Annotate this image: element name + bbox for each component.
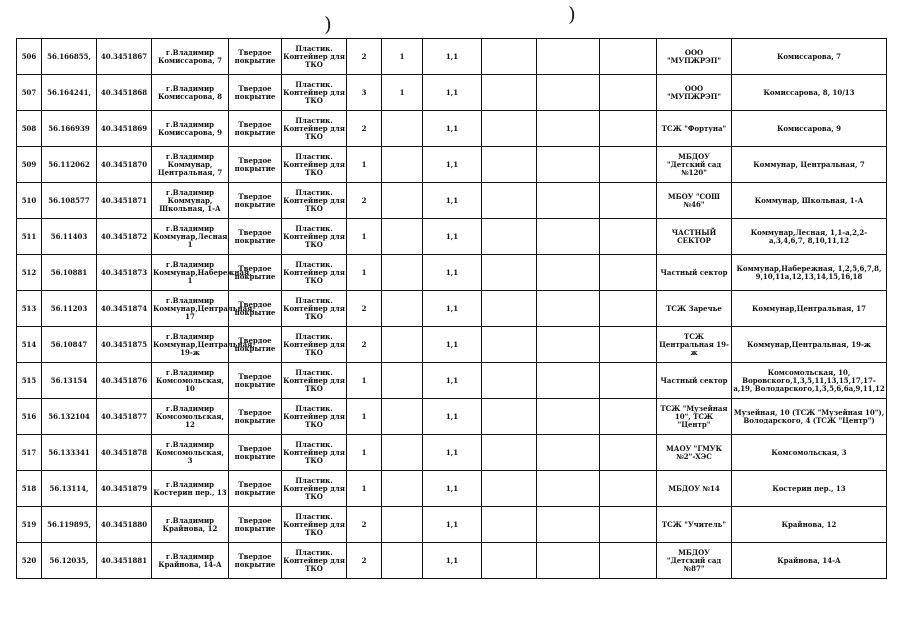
container-count-extra-cell bbox=[382, 471, 423, 507]
site-owner-cell: ТСЖ Заречье bbox=[657, 291, 732, 327]
container-count-cell: 3 bbox=[347, 75, 382, 111]
blank-column-2-cell bbox=[537, 255, 600, 291]
latitude-cell: 56.112062 bbox=[42, 147, 97, 183]
surface-type-cell: Твердое покрытие bbox=[229, 39, 282, 75]
site-address-cell: г.Владимир Крайнова, 12 bbox=[152, 507, 229, 543]
blank-column-2-cell bbox=[537, 543, 600, 579]
container-volume-cell: 1,1 bbox=[423, 219, 482, 255]
blank-column-3-cell bbox=[600, 471, 657, 507]
site-owner-cell: МБДОУ "Детский сад №87" bbox=[657, 543, 732, 579]
blank-column-2-cell bbox=[537, 39, 600, 75]
blank-column-1-cell bbox=[482, 507, 537, 543]
blank-column-2-cell bbox=[537, 399, 600, 435]
container-count-extra-cell bbox=[382, 111, 423, 147]
site-address-cell: г.Владимир Комиссарова, 7 bbox=[152, 39, 229, 75]
latitude-cell: 56.10881 bbox=[42, 255, 97, 291]
container-type-cell: Пластик. Контейнер для ТКО bbox=[282, 435, 347, 471]
site-owner-cell: ЧАСТНЫЙ СЕКТОР bbox=[657, 219, 732, 255]
scan-mark-right: ) bbox=[568, 2, 576, 26]
blank-column-3-cell bbox=[600, 111, 657, 147]
surface-type-cell: Твердое покрытие bbox=[229, 219, 282, 255]
container-volume-cell: 1,1 bbox=[423, 471, 482, 507]
site-address-cell: г.Владимир Коммунар,Центральная, 19-ж bbox=[152, 327, 229, 363]
waste-source-cell: Комиссарова, 7 bbox=[732, 39, 887, 75]
row-number-cell: 518 bbox=[17, 471, 42, 507]
latitude-cell: 56.108577 bbox=[42, 183, 97, 219]
table-row bbox=[17, 399, 887, 435]
blank-column-3-cell bbox=[600, 147, 657, 183]
container-count-cell: 2 bbox=[347, 183, 382, 219]
blank-column-3-cell bbox=[600, 435, 657, 471]
latitude-cell: 56.164241, bbox=[42, 75, 97, 111]
blank-column-1-cell bbox=[482, 363, 537, 399]
container-count-cell: 1 bbox=[347, 435, 382, 471]
container-count-extra-cell bbox=[382, 147, 423, 183]
table-row bbox=[17, 147, 887, 183]
blank-column-3-cell bbox=[600, 327, 657, 363]
container-count-extra-cell bbox=[382, 219, 423, 255]
row-number-cell: 514 bbox=[17, 327, 42, 363]
waste-source-cell: Костерин пер., 13 bbox=[732, 471, 887, 507]
container-count-cell: 1 bbox=[347, 363, 382, 399]
container-volume-cell: 1,1 bbox=[423, 291, 482, 327]
row-number-cell: 519 bbox=[17, 507, 42, 543]
row-number-cell: 506 bbox=[17, 39, 42, 75]
container-count-cell: 2 bbox=[347, 327, 382, 363]
container-type-cell: Пластик. Контейнер для ТКО bbox=[282, 255, 347, 291]
blank-column-2-cell bbox=[537, 327, 600, 363]
site-owner-cell: ООО "МУПЖРЭП" bbox=[657, 75, 732, 111]
container-volume-cell: 1,1 bbox=[423, 543, 482, 579]
table-row bbox=[17, 507, 887, 543]
site-address-cell: г.Владимир Коммунар,Лесная, 1 bbox=[152, 219, 229, 255]
blank-column-1-cell bbox=[482, 147, 537, 183]
surface-type-cell: Твердое покрытие bbox=[229, 399, 282, 435]
site-owner-cell: Частный сектор bbox=[657, 255, 732, 291]
surface-type-cell: Твердое покрытие bbox=[229, 255, 282, 291]
table-row bbox=[17, 255, 887, 291]
container-count-extra-cell bbox=[382, 363, 423, 399]
container-count-extra-cell: 1 bbox=[382, 39, 423, 75]
container-count-extra-cell bbox=[382, 435, 423, 471]
waste-source-cell: Крайнова, 12 bbox=[732, 507, 887, 543]
row-number-cell: 513 bbox=[17, 291, 42, 327]
blank-column-3-cell bbox=[600, 219, 657, 255]
container-volume-cell: 1,1 bbox=[423, 111, 482, 147]
longitude-cell: 40.3451870 bbox=[97, 147, 152, 183]
container-count-extra-cell bbox=[382, 255, 423, 291]
waste-source-cell: Коммунар,Набережная, 1,2,5,6,7,8, 9,10,11а,12,13,14,15,16,18 bbox=[732, 255, 887, 291]
longitude-cell: 40.3451872 bbox=[97, 219, 152, 255]
table-row bbox=[17, 219, 887, 255]
blank-column-3-cell bbox=[600, 255, 657, 291]
site-owner-cell: ООО "МУПЖРЭП" bbox=[657, 39, 732, 75]
site-address-cell: г.Владимир Коммунар, Центральная, 7 bbox=[152, 147, 229, 183]
latitude-cell: 56.166939 bbox=[42, 111, 97, 147]
surface-type-cell: Твердое покрытие bbox=[229, 507, 282, 543]
container-count-extra-cell bbox=[382, 291, 423, 327]
container-volume-cell: 1,1 bbox=[423, 39, 482, 75]
container-count-extra-cell bbox=[382, 399, 423, 435]
longitude-cell: 40.3451869 bbox=[97, 111, 152, 147]
site-address-cell: г.Владимир Коммунар, Школьная, 1-А bbox=[152, 183, 229, 219]
container-volume-cell: 1,1 bbox=[423, 507, 482, 543]
table-row bbox=[17, 39, 887, 75]
blank-column-3-cell bbox=[600, 75, 657, 111]
site-owner-cell: ТСЖ "Фортуна" bbox=[657, 111, 732, 147]
latitude-cell: 56.166855, bbox=[42, 39, 97, 75]
container-type-cell: Пластик. Контейнер для ТКО bbox=[282, 327, 347, 363]
blank-column-1-cell bbox=[482, 399, 537, 435]
container-count-cell: 1 bbox=[347, 471, 382, 507]
waste-source-cell: Комиссарова, 9 bbox=[732, 111, 887, 147]
site-owner-cell: ТСЖ "Учитель" bbox=[657, 507, 732, 543]
scan-mark-left: ) bbox=[324, 12, 332, 36]
latitude-cell: 56.119895, bbox=[42, 507, 97, 543]
row-number-cell: 507 bbox=[17, 75, 42, 111]
blank-column-1-cell bbox=[482, 111, 537, 147]
row-number-cell: 515 bbox=[17, 363, 42, 399]
container-count-extra-cell: 1 bbox=[382, 75, 423, 111]
container-type-cell: Пластик. Контейнер для ТКО bbox=[282, 543, 347, 579]
container-type-cell: Пластик. Контейнер для ТКО bbox=[282, 363, 347, 399]
table-row bbox=[17, 183, 887, 219]
longitude-cell: 40.3451880 bbox=[97, 507, 152, 543]
table-row bbox=[17, 75, 887, 111]
container-count-cell: 2 bbox=[347, 39, 382, 75]
blank-column-2-cell bbox=[537, 219, 600, 255]
waste-source-cell: Комиссарова, 8, 10/13 bbox=[732, 75, 887, 111]
blank-column-2-cell bbox=[537, 291, 600, 327]
waste-source-cell: Коммунар,Лесная, 1,1-а,2,2-а,3,4,6,7, 8,10,11,12 bbox=[732, 219, 887, 255]
site-owner-cell: МБДОУ "Детский сад №120" bbox=[657, 147, 732, 183]
blank-column-3-cell bbox=[600, 291, 657, 327]
longitude-cell: 40.3451876 bbox=[97, 363, 152, 399]
table-row bbox=[17, 363, 887, 399]
site-address-cell: г.Владимир Комсомольская, 10 bbox=[152, 363, 229, 399]
blank-column-3-cell bbox=[600, 507, 657, 543]
container-type-cell: Пластик. Контейнер для ТКО bbox=[282, 399, 347, 435]
blank-column-2-cell bbox=[537, 111, 600, 147]
waste-source-cell: Комсомольская, 3 bbox=[732, 435, 887, 471]
row-number-cell: 520 bbox=[17, 543, 42, 579]
blank-column-1-cell bbox=[482, 219, 537, 255]
latitude-cell: 56.12035, bbox=[42, 543, 97, 579]
container-volume-cell: 1,1 bbox=[423, 435, 482, 471]
container-type-cell: Пластик. Контейнер для ТКО bbox=[282, 147, 347, 183]
container-volume-cell: 1,1 bbox=[423, 147, 482, 183]
row-number-cell: 509 bbox=[17, 147, 42, 183]
surface-type-cell: Твердое покрытие bbox=[229, 183, 282, 219]
container-count-cell: 1 bbox=[347, 399, 382, 435]
blank-column-2-cell bbox=[537, 183, 600, 219]
container-type-cell: Пластик. Контейнер для ТКО bbox=[282, 39, 347, 75]
container-count-cell: 2 bbox=[347, 507, 382, 543]
site-owner-cell: Частный сектор bbox=[657, 363, 732, 399]
site-address-cell: г.Владимир Коммунар,Набережная, 1 bbox=[152, 255, 229, 291]
blank-column-1-cell bbox=[482, 39, 537, 75]
container-type-cell: Пластик. Контейнер для ТКО bbox=[282, 75, 347, 111]
waste-source-cell: Коммунар,Центральная, 19-ж bbox=[732, 327, 887, 363]
container-type-cell: Пластик. Контейнер для ТКО bbox=[282, 219, 347, 255]
table-row bbox=[17, 435, 887, 471]
table-row bbox=[17, 111, 887, 147]
container-count-cell: 1 bbox=[347, 255, 382, 291]
blank-column-3-cell bbox=[600, 363, 657, 399]
waste-source-cell: Комсомольская, 10, Воровского,1,3,5,11,13,15,17,17-а,19, Володарского,1,3,5,6,6а,9,11,12 bbox=[732, 363, 887, 399]
blank-column-1-cell bbox=[482, 291, 537, 327]
site-address-cell: г.Владимир Костерин пер., 13 bbox=[152, 471, 229, 507]
blank-column-1-cell bbox=[482, 543, 537, 579]
waste-sites-table bbox=[16, 38, 887, 579]
blank-column-3-cell bbox=[600, 39, 657, 75]
site-owner-cell: ТСЖ "Музейная 10", ТСЖ "Центр" bbox=[657, 399, 732, 435]
longitude-cell: 40.3451868 bbox=[97, 75, 152, 111]
waste-source-cell: Музейная, 10 (ТСЖ "Музейная 10"), Володарского, 4 (ТСЖ "Центр") bbox=[732, 399, 887, 435]
surface-type-cell: Твердое покрытие bbox=[229, 327, 282, 363]
blank-column-2-cell bbox=[537, 471, 600, 507]
container-count-cell: 1 bbox=[347, 219, 382, 255]
surface-type-cell: Твердое покрытие bbox=[229, 543, 282, 579]
site-address-cell: г.Владимир Комсомольская, 12 bbox=[152, 399, 229, 435]
container-count-cell: 1 bbox=[347, 147, 382, 183]
container-count-extra-cell bbox=[382, 327, 423, 363]
row-number-cell: 510 bbox=[17, 183, 42, 219]
surface-type-cell: Твердое покрытие bbox=[229, 363, 282, 399]
table-row bbox=[17, 543, 887, 579]
waste-source-cell: Крайнова, 14-А bbox=[732, 543, 887, 579]
latitude-cell: 56.132104 bbox=[42, 399, 97, 435]
container-count-cell: 2 bbox=[347, 291, 382, 327]
container-volume-cell: 1,1 bbox=[423, 399, 482, 435]
blank-column-3-cell bbox=[600, 183, 657, 219]
container-type-cell: Пластик. Контейнер для ТКО bbox=[282, 471, 347, 507]
longitude-cell: 40.3451879 bbox=[97, 471, 152, 507]
container-count-cell: 2 bbox=[347, 111, 382, 147]
site-address-cell: г.Владимир Комиссарова, 8 bbox=[152, 75, 229, 111]
container-volume-cell: 1,1 bbox=[423, 327, 482, 363]
table-row bbox=[17, 291, 887, 327]
site-owner-cell: МАОУ "ГМУК №2"-ХЭС bbox=[657, 435, 732, 471]
row-number-cell: 512 bbox=[17, 255, 42, 291]
site-owner-cell: ТСЖ Центральная 19-ж bbox=[657, 327, 732, 363]
table-body bbox=[17, 39, 887, 579]
latitude-cell: 56.133341 bbox=[42, 435, 97, 471]
row-number-cell: 508 bbox=[17, 111, 42, 147]
longitude-cell: 40.3451878 bbox=[97, 435, 152, 471]
table-row bbox=[17, 471, 887, 507]
longitude-cell: 40.3451867 bbox=[97, 39, 152, 75]
blank-column-3-cell bbox=[600, 399, 657, 435]
row-number-cell: 516 bbox=[17, 399, 42, 435]
surface-type-cell: Твердое покрытие bbox=[229, 435, 282, 471]
longitude-cell: 40.3451881 bbox=[97, 543, 152, 579]
blank-column-1-cell bbox=[482, 471, 537, 507]
blank-column-1-cell bbox=[482, 183, 537, 219]
latitude-cell: 56.13114, bbox=[42, 471, 97, 507]
table-row bbox=[17, 327, 887, 363]
site-address-cell: г.Владимир Коммунар,Центральная, 17 bbox=[152, 291, 229, 327]
blank-column-2-cell bbox=[537, 507, 600, 543]
row-number-cell: 511 bbox=[17, 219, 42, 255]
site-address-cell: г.Владимир Крайнова, 14-А bbox=[152, 543, 229, 579]
container-type-cell: Пластик. Контейнер для ТКО bbox=[282, 291, 347, 327]
container-count-extra-cell bbox=[382, 507, 423, 543]
waste-source-cell: Коммунар, Школьная, 1-А bbox=[732, 183, 887, 219]
container-volume-cell: 1,1 bbox=[423, 255, 482, 291]
container-volume-cell: 1,1 bbox=[423, 183, 482, 219]
blank-column-3-cell bbox=[600, 543, 657, 579]
surface-type-cell: Твердое покрытие bbox=[229, 111, 282, 147]
site-address-cell: г.Владимир Комсомольская, 3 bbox=[152, 435, 229, 471]
surface-type-cell: Твердое покрытие bbox=[229, 147, 282, 183]
latitude-cell: 56.11203 bbox=[42, 291, 97, 327]
longitude-cell: 40.3451873 bbox=[97, 255, 152, 291]
site-owner-cell: МБДОУ №14 bbox=[657, 471, 732, 507]
latitude-cell: 56.10847 bbox=[42, 327, 97, 363]
longitude-cell: 40.3451877 bbox=[97, 399, 152, 435]
container-type-cell: Пластик. Контейнер для ТКО bbox=[282, 111, 347, 147]
waste-source-cell: Коммунар,Центральная, 17 bbox=[732, 291, 887, 327]
surface-type-cell: Твердое покрытие bbox=[229, 291, 282, 327]
container-count-extra-cell bbox=[382, 183, 423, 219]
blank-column-1-cell bbox=[482, 327, 537, 363]
blank-column-1-cell bbox=[482, 75, 537, 111]
site-address-cell: г.Владимир Комиссарова, 9 bbox=[152, 111, 229, 147]
blank-column-1-cell bbox=[482, 255, 537, 291]
container-count-extra-cell bbox=[382, 543, 423, 579]
longitude-cell: 40.3451874 bbox=[97, 291, 152, 327]
container-type-cell: Пластик. Контейнер для ТКО bbox=[282, 507, 347, 543]
row-number-cell: 517 bbox=[17, 435, 42, 471]
surface-type-cell: Твердое покрытие bbox=[229, 75, 282, 111]
container-type-cell: Пластик. Контейнер для ТКО bbox=[282, 183, 347, 219]
blank-column-2-cell bbox=[537, 363, 600, 399]
latitude-cell: 56.11403 bbox=[42, 219, 97, 255]
container-volume-cell: 1,1 bbox=[423, 363, 482, 399]
longitude-cell: 40.3451871 bbox=[97, 183, 152, 219]
longitude-cell: 40.3451875 bbox=[97, 327, 152, 363]
surface-type-cell: Твердое покрытие bbox=[229, 471, 282, 507]
container-volume-cell: 1,1 bbox=[423, 75, 482, 111]
container-count-cell: 2 bbox=[347, 543, 382, 579]
blank-column-1-cell bbox=[482, 435, 537, 471]
site-owner-cell: МБОУ "СОШ №46" bbox=[657, 183, 732, 219]
latitude-cell: 56.13154 bbox=[42, 363, 97, 399]
blank-column-2-cell bbox=[537, 75, 600, 111]
blank-column-2-cell bbox=[537, 435, 600, 471]
blank-column-2-cell bbox=[537, 147, 600, 183]
waste-source-cell: Коммунар, Центральная, 7 bbox=[732, 147, 887, 183]
